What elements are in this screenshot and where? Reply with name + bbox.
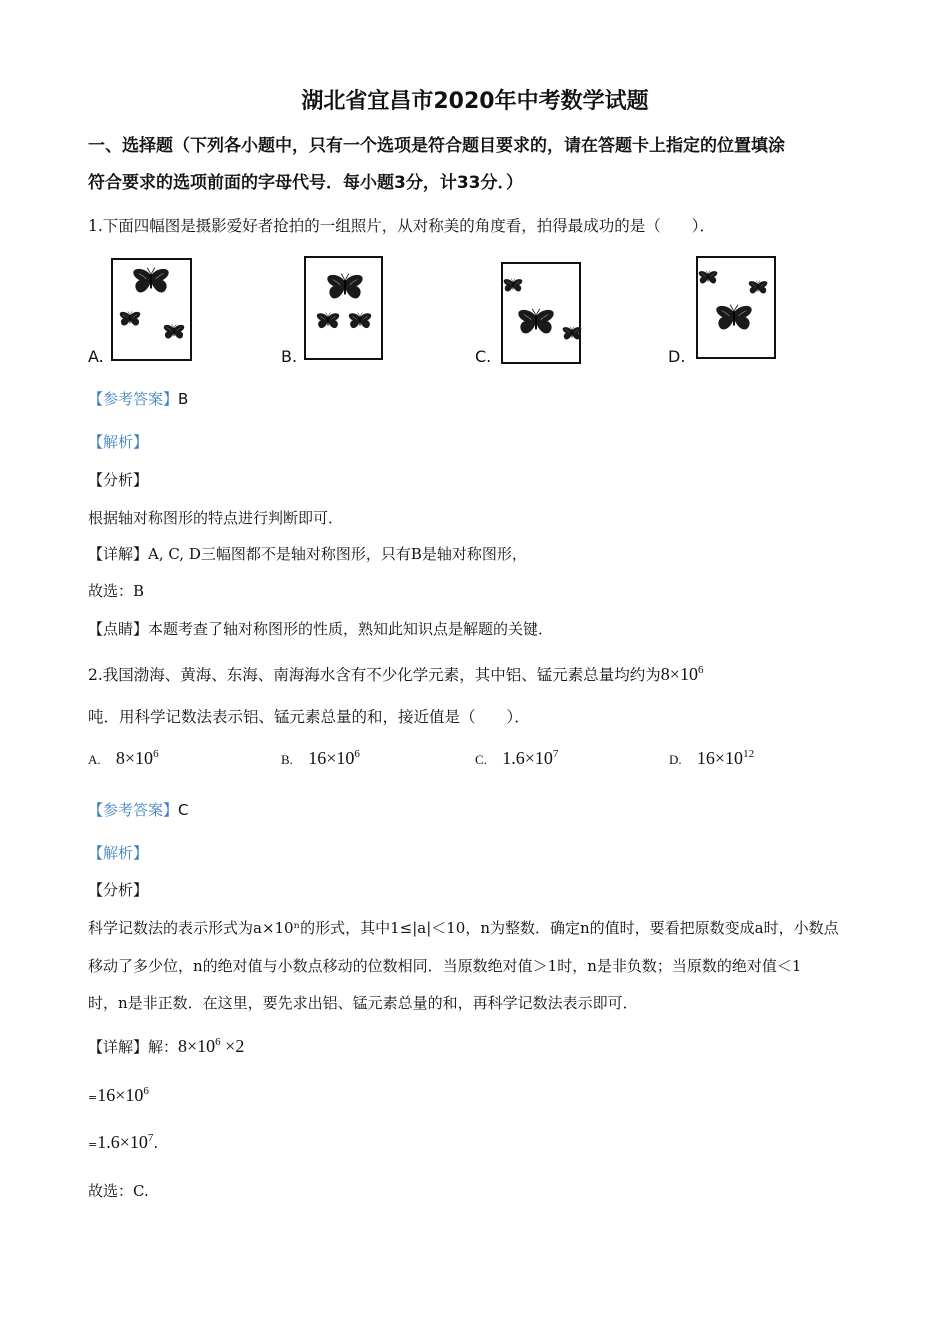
q2-option-c[interactable]: C. $1.6\times 10^7$ bbox=[475, 748, 559, 768]
section-heading-line1: 一、选择题（下列各小题中，只有一个选项是符合题目要求的，请在答题卡上指定的位置填涂 bbox=[88, 136, 785, 156]
q2-choose: 故选：C. bbox=[88, 1182, 149, 1200]
butterfly-icon bbox=[119, 311, 141, 328]
q1-option-c[interactable]: C. bbox=[475, 347, 492, 366]
q2-fenxi-line2: 移动了多少位，n的绝对值与小数点移动的位数相同．当原数绝对值＞1时，n是非负数；当原数的绝对值＜1 bbox=[88, 957, 802, 975]
butterfly-icon bbox=[748, 280, 768, 296]
q2-detail: 【详解】解：$8\times 10^6 \times 2$ bbox=[88, 1036, 245, 1056]
q2-answer bbox=[88, 799, 189, 820]
q2-fenxi-line3: 时，n是非正数．在这里，要先求出铝、锰元素总量的和，再科学记数法表示即可． bbox=[88, 994, 638, 1012]
photo-d bbox=[696, 256, 776, 359]
q2-stem-line1: 2.我国渤海、黄海、东海、南海海水含有不少化学元素，其中铝、锰元素总量均约为$8\times 10^6$ bbox=[88, 664, 704, 684]
q2-step1: $=16\times 10^6$ bbox=[88, 1085, 149, 1105]
q2-stem-line2: 吨．用科学记数法表示铝、锰元素总量的和，接近值是（ ）． bbox=[88, 708, 530, 726]
butterfly-icon bbox=[348, 312, 372, 331]
q1-option-b[interactable]: B. bbox=[281, 347, 298, 366]
butterfly-icon bbox=[132, 267, 170, 297]
q1-comment: 【点睛】本题考查了轴对称图形的性质，熟知此知识点是解题的关键． bbox=[88, 620, 554, 638]
q2-fenxi-line1: 科学记数法的表示形式为a×10ⁿ的形式，其中1≤|a|＜10，n为整数．确定n的值时，要看把原数变成a时，小数点 bbox=[88, 919, 839, 937]
q2-option-a[interactable]: A. $8\times 10^6$ bbox=[88, 748, 159, 768]
butterfly-icon bbox=[326, 272, 364, 304]
answer-value: C bbox=[178, 801, 189, 819]
butterfly-icon bbox=[517, 308, 555, 338]
q1-option-a[interactable]: A. bbox=[88, 347, 104, 366]
q1-fenxi-label: 【分析】 bbox=[88, 471, 149, 489]
q2-step2: $=1.6\times 10^7$. bbox=[88, 1132, 159, 1152]
q2-analysis-label: 【解析】 bbox=[88, 844, 149, 862]
photo-a bbox=[111, 258, 192, 361]
q1-fenxi: 根据轴对称图形的特点进行判断即可． bbox=[88, 509, 344, 527]
answer-value: B bbox=[178, 390, 189, 408]
section-heading-line2: 符合要求的选项前面的字母代号．每小题3分，计33分．） bbox=[88, 173, 523, 193]
q2-stem-expr: $8\times 10^6$ bbox=[660, 664, 704, 684]
butterfly-icon bbox=[715, 304, 753, 334]
q2-option-d[interactable]: D. $16\times 10^{12}$ bbox=[669, 748, 755, 768]
page-title: 湖北省宜昌市2020年中考数学试题 bbox=[301, 89, 649, 114]
q1-analysis-label: 【解析】 bbox=[88, 433, 149, 451]
butterfly-icon bbox=[163, 324, 185, 341]
q1-option-d[interactable]: D. bbox=[668, 347, 686, 366]
q1-stem: 1.下面四幅图是摄影爱好者抢拍的一组照片，从对称美的角度看，拍得最成功的是（ ）． bbox=[88, 217, 716, 235]
photo-c bbox=[501, 262, 581, 364]
butterfly-icon bbox=[503, 278, 523, 294]
butterfly-icon bbox=[698, 270, 718, 286]
q1-detail: 【详解】A, C, D三幅图都不是轴对称图形，只有B是轴对称图形， bbox=[88, 545, 527, 563]
answer-label: 【参考答案】 bbox=[88, 390, 179, 408]
q1-choose: 故选：B bbox=[88, 582, 145, 600]
butterfly-icon bbox=[562, 326, 582, 342]
butterfly-icon bbox=[316, 312, 340, 331]
q2-fenxi-label: 【分析】 bbox=[88, 881, 149, 899]
answer-label: 【参考答案】 bbox=[88, 801, 179, 819]
photo-b bbox=[304, 256, 383, 360]
q2-option-b[interactable]: B. $16\times 10^6$ bbox=[281, 748, 360, 768]
q1-answer bbox=[88, 388, 188, 409]
